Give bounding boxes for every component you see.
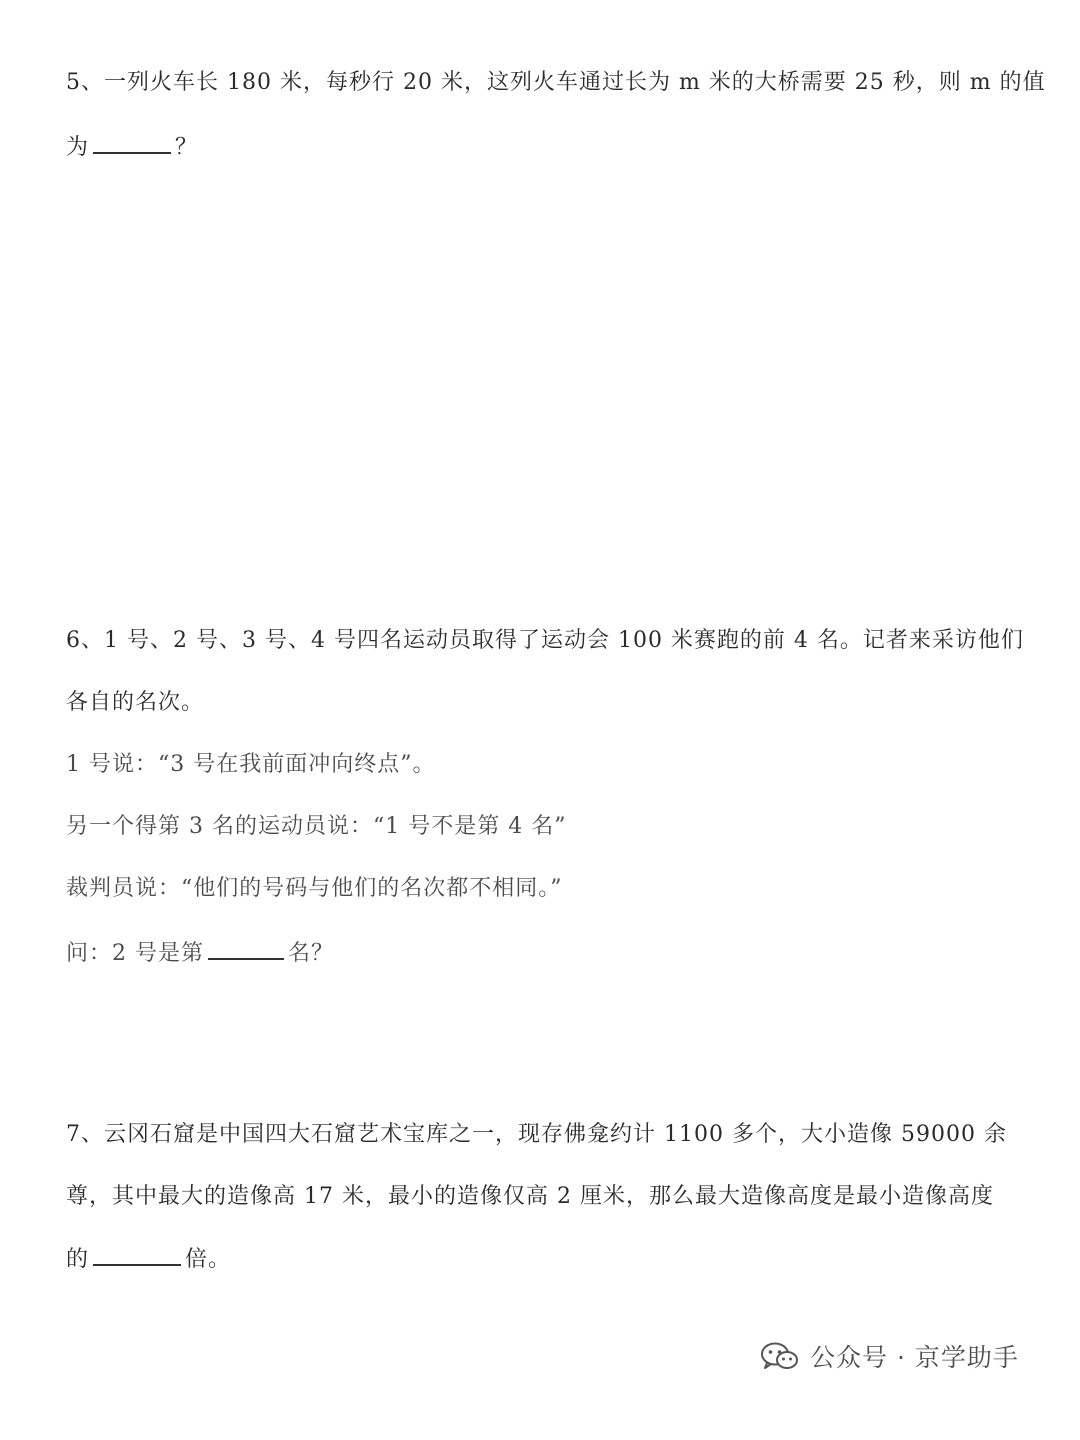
q6-line-6: [66, 936, 334, 969]
q5-line-2-suffix: ？: [175, 135, 199, 160]
wechat-icon: [760, 1341, 800, 1371]
q6-line-3: 1 号说：“3 号在我前面冲向终点”。: [66, 752, 436, 777]
q5-line-1: 5、一列火车长 180 米，每秒行 20 米，这列火车通过长为 m 米的大桥需要 25 秒，则 m 的值: [66, 70, 1046, 95]
q7-line-2: 尊，其中最大的造像高 17 米，最小的造像仅高 2 厘米，那么最大造像高度是最小造像高度: [66, 1184, 994, 1209]
q7-line-3-prefix: 的: [66, 1247, 90, 1272]
q6-answer-blank[interactable]: [208, 936, 284, 960]
q6-line-1: 6、1 号、2 号、3 号、4 号四名运动员取得了运动会 100 米赛跑的前 4 名。记者来采访他们: [66, 628, 1024, 653]
q5-line-2: [66, 130, 198, 163]
q7-line-3-suffix: 倍。: [185, 1247, 232, 1272]
q5-answer-blank[interactable]: [93, 130, 171, 154]
q7-line-1: 7、云冈石窟是中国四大石窟艺术宝库之一，现存佛龛约计 1100 多个，大小造像 59000 余: [66, 1122, 1007, 1147]
q6-line-6-suffix: 名？: [288, 941, 335, 966]
q6-line-2: 各自的名次。: [66, 690, 205, 715]
watermark-text: 公众号 · 京学助手: [810, 1343, 1019, 1372]
q6-line-5: 裁判员说：“他们的号码与他们的名次都不相同。”: [66, 876, 563, 901]
q6-line-6-prefix: 问：2 号是第: [66, 941, 204, 966]
watermark: [760, 1338, 1019, 1374]
q5-line-2-prefix: 为: [66, 135, 90, 160]
q7-answer-blank[interactable]: [93, 1242, 181, 1266]
q6-line-4: 另一个得第 3 名的运动员说：“1 号不是第 4 名”: [66, 814, 567, 839]
q7-line-3: [66, 1242, 231, 1275]
